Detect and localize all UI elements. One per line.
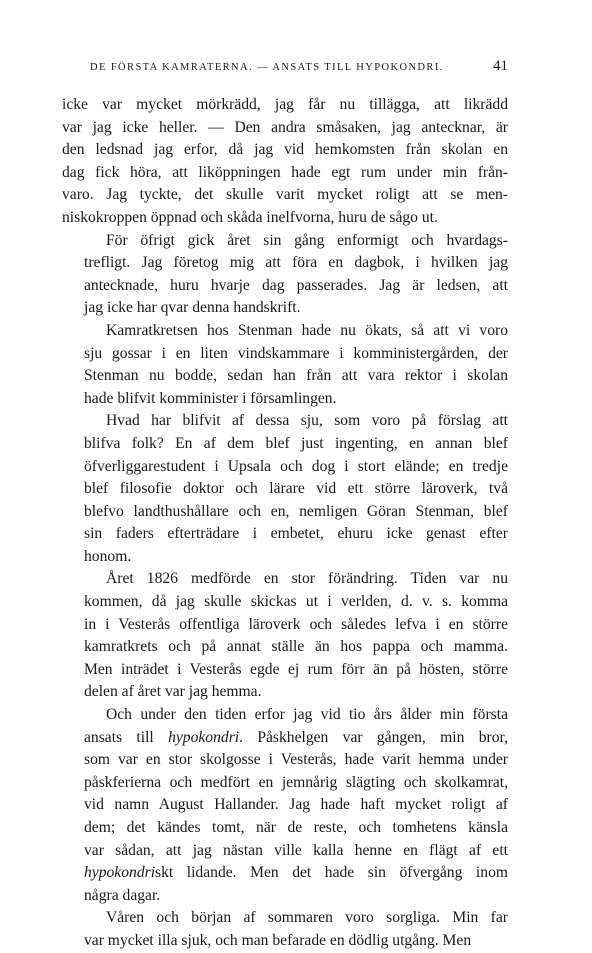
text-line: öfverliggarestudent i Upsala och dog i stort elände; en tredje	[84, 457, 508, 475]
book-page	[62, 58, 508, 953]
text-line: sin faders efterträdare i embetet, ehuru icke genast efter	[84, 525, 508, 543]
text-line: varo. Jag tyckte, det skulle varit mycket roligt att se men-	[62, 186, 508, 204]
text-line: dem; det kändes tomt, när de reste, och tomhetens känsla	[84, 819, 508, 836]
text-line: ansats till hypokondri. Påskhelgen var gången, min bror,	[84, 728, 508, 746]
text-line: jag icke har qvar denna handskrift.	[84, 299, 301, 317]
text-line: in i Vesterås offentliga läroverk och således lefva i en större	[84, 615, 508, 633]
text-line: dag fick höra, att liköppningen hade egt rum under min från-	[62, 163, 508, 181]
text-line: blifva folk? En af dem blef just ingenting, en annan blef	[84, 434, 508, 452]
text-line: Kamratkretsen hos Stenman hade nu ökats, så att vi voro	[106, 321, 508, 339]
paragraph	[62, 94, 508, 230]
paragraph	[62, 230, 508, 320]
paragraph	[62, 410, 508, 568]
text-line: Våren och början af sommaren voro sorgliga. Min far	[106, 909, 508, 927]
running-title: DE FÖRSTA KAMRATERNA. — ANSATS TILL HYPOKONDRI.	[90, 62, 444, 73]
text-line: blefvo landthushållare och en, nemligen Göran Stenman, blef	[84, 502, 508, 520]
text-line: antecknade, huru hvarje dag passerades. Jag är ledsen, att	[84, 276, 508, 294]
body-text	[62, 94, 508, 953]
running-header	[62, 58, 508, 88]
paragraph	[62, 907, 508, 952]
text-line: var jag icke heller. — Den andra småsaken, jag antecknar, är	[62, 118, 508, 136]
text-line: Och under den tiden erfor jag vid tio års ålder min första	[106, 706, 508, 724]
paragraph	[62, 704, 508, 907]
text-line: var sådan, att jag nästan ville kalla henne en flägt af ett	[84, 841, 508, 859]
text-line: delen af året var jag hemma.	[84, 683, 262, 701]
text-line: kommen, då jag skulle skickas ut i verlden, d. v. s. komma	[84, 593, 508, 611]
text-line: sju gossar i en liten vindskammare i komministergården, der	[84, 344, 508, 362]
italic-term: hypokondri	[168, 728, 240, 746]
text-line: hypokondriskt lidande. Men det hade sin öfvergång inom	[84, 864, 508, 882]
text-line: som var en stor skolgosse i Vesterås, hade varit hemma under	[84, 751, 508, 769]
text-line: några dagar.	[84, 886, 161, 904]
paragraph	[62, 568, 508, 704]
text-line: icke var mycket mörkrädd, jag får nu tillägga, att likrädd	[62, 96, 508, 113]
text-line: den ledsnad jag erfor, då jag vid hemkomsten från skolan en	[62, 141, 508, 159]
text-line: påskferierna och medfört en jemnårig slägting och skolkamrat,	[84, 773, 508, 791]
text-line: var mycket illa sjuk, och man befarade en dödlig utgång. Men	[84, 931, 472, 949]
text-line: blef filosofie doktor och lärare vid ett större läroverk, två	[84, 480, 508, 498]
text-line: niskokroppen öppnad och skåda inelfvorna, huru de sågo ut.	[62, 208, 438, 226]
text-line: kamratkrets och på annat ställe än hos pappa och mamma.	[84, 638, 508, 656]
text-line: För öfrigt gick året sin gång enformigt och hvardags-	[106, 231, 508, 249]
italic-term: hypokondri	[84, 864, 156, 882]
text-line: hade blifvit komminister i församlingen.	[84, 389, 337, 407]
text-line: Men inträdet i Vesterås egde ej rum förr än på hösten, större	[84, 660, 508, 678]
paragraph	[62, 320, 508, 410]
text-line: Stenman nu bodde, sedan han från att vara rektor i skolan	[84, 367, 508, 385]
text-line: vid namn August Hallander. Jag hade haft mycket roligt af	[84, 796, 508, 814]
text-line: Året 1826 medförde en stor förändring. Tiden var nu	[106, 570, 508, 588]
page-number: 41	[493, 58, 508, 74]
text-line: trefligt. Jag företog mig att föra en dagbok, i hvilken jag	[84, 254, 508, 272]
text-line: Hvad har blifvit af dessa sju, som voro på förslag att	[106, 412, 508, 430]
text-line: honom.	[84, 547, 132, 565]
